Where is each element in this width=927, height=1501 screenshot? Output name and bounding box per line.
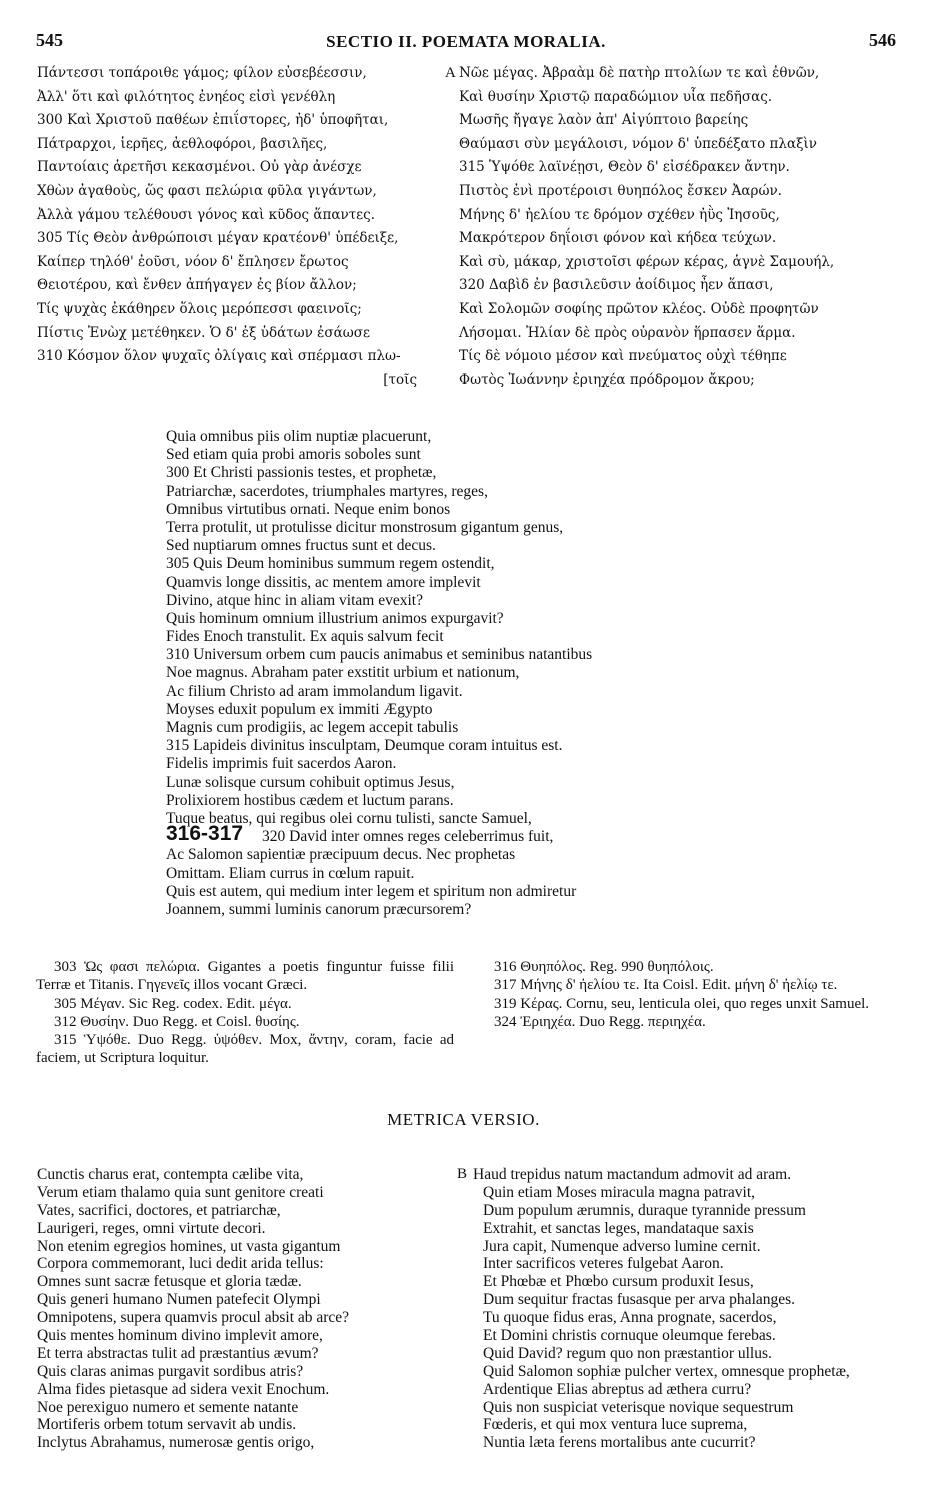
greek-line: Μήνης δ' ἠελίου τε δρόμον σχέθεν ἠῢς Ἰησοῦς, (459, 206, 780, 223)
verse-line: Dum sequitur fractas fusasque per arva phalanges. (483, 1291, 796, 1309)
verse-line: Nuntia læta ferens mortalibus ante cucurrit? (483, 1434, 756, 1452)
latin-line: Omnibus virtutibus ornati. Neque enim bonos (166, 500, 451, 518)
greek-line: 300 Καὶ Χριστοῦ παθέων ἐπιΐστορες, ἠδ' ὑποφῆται, (37, 112, 389, 129)
latin-line: Ac Salomon sapientiæ præcipuum decus. Nec prophetas (166, 846, 516, 864)
verse-line: Quid Salomon sophiæ pulcher vertex, omnesque prophetæ, (483, 1362, 850, 1380)
greek-line: Ἀλλ' ὅτι καὶ φιλότητος ἐνηέος εἰσὶ γενέθλη (37, 88, 336, 105)
greek-line: Καὶ Σολομῶν σοφίης πρῶτον κλέος. Οὐδὲ προφητῶν (459, 300, 819, 317)
greek-column-right (445, 62, 899, 392)
verse-line: Tu quoque fidus eras, Anna prognate, sacerdos, (483, 1309, 777, 1327)
greek-line: Τίς δὲ νόμοιο μέσον καὶ πνεύματος οὐχὶ τέθηπε (459, 348, 787, 365)
verse-line: Haud trepidus natum mactandum admovit ad aram. (473, 1166, 792, 1183)
verse-line: Cunctis charus erat, contempta cælibe vita, (37, 1166, 304, 1183)
latin-line: Moyses eduxit populum ex immiti Ægypto (166, 700, 433, 718)
latin-line-with-margin-number (166, 822, 786, 846)
latin-line: Fides Enoch transtulit. Ex aquis salvum fecit (166, 628, 444, 646)
column-marker-b: B (457, 1166, 468, 1182)
verse-line: Quid David? regum quo non præstantior ullus. (483, 1344, 772, 1362)
verse-line: Ardentique Elias abreptus ad æthera curru? (483, 1380, 752, 1398)
greek-column-left (37, 62, 457, 392)
latin-line: Fidelis imprimis fuit sacerdos Aaron. (166, 755, 397, 773)
footnotes-right (476, 958, 894, 1031)
verse-line: Verum etiam thalamo quia sunt genitore creati (37, 1183, 324, 1201)
greek-line: Καὶ σὺ, μάκαρ, χριστοῖσι φέρων κέρας, ἁγνὲ Σαμουήλ, (459, 253, 835, 270)
verse-line: Quin etiam Moses miracula magna patravit, (483, 1183, 756, 1201)
verse-line: Alma fides pietasque ad sidera vexit Enochum. (37, 1380, 330, 1398)
greek-line: Μωσῆς ἤγαγε λαὸν ἀπ' Αἰγύπτοιο βαρείης (459, 112, 749, 129)
verse-line: Quis mentes hominum divino implevit amore, (37, 1327, 323, 1345)
footnote: 305 Μέγαν. Sic Reg. codex. Edit. μέγα. (54, 995, 292, 1012)
footnote: 319 Κέρας. Cornu, seu, lenticula olei, quo reges unxit Samuel. (494, 995, 870, 1012)
verse-line: Corpora commemorant, luci dedit arida tellus: (37, 1255, 324, 1273)
latin-line: Patriarchæ, sacerdotes, triumphales martyres, reges, (166, 482, 488, 500)
latin-line: 310 Universum orbem cum paucis animabus et seminibus natantibus (166, 646, 593, 664)
greek-line: Ἀλλὰ γάμου τελέθουσι γόνος καὶ κῦδος ἅπαντες. (37, 206, 376, 223)
greek-line: 305 Τίς Θεὸν ἀνθρώποισι μέγαν κρατέονθ' ὑπέδειξε, (37, 230, 399, 247)
footnote: 312 Θυσίην. Duo Regg. et Coisl. θυσίης. (54, 1013, 300, 1030)
latin-line: Joannem, summi luminis canorum præcursorem? (166, 900, 472, 918)
verse-line: Dum populum ærumnis, duraque tyrannide pressum (483, 1201, 806, 1219)
verse-line: Laurigeri, reges, omni virtute decori. (37, 1219, 266, 1237)
latin-line: Noe magnus. Abraham pater exstitit urbium et nationum, (166, 664, 520, 682)
latin-line: Omittam. Eliam currus in cœlum rapuit. (166, 864, 415, 882)
greek-line-continuation: [τοῖς (383, 371, 417, 388)
column-marker-a: A (445, 65, 456, 81)
greek-line: Καὶ θυσίην Χριστῷ παραδώμιον υἷα πεδῆσας. (459, 88, 773, 105)
greek-line: Παντοίαις ἀρετῆσι κεκασμένοι. Οὐ γὰρ ἀνέσχε (37, 159, 362, 176)
greek-line: 310 Κόσμον ὅλον ψυχαῖς ὀλίγαις καὶ σπέρμασι πλω- (37, 348, 401, 365)
margin-column-number: 316-317 (166, 822, 244, 846)
latin-line: Prolixiorem hostibus cædem et luctum parans. (166, 791, 454, 809)
page-header (36, 30, 896, 56)
latin-line: 305 Quis Deum hominibus summum regem ostendit, (166, 555, 495, 573)
footnote: 316 Θυηπόλος. Reg. 990 θυηπόλοις. (494, 959, 714, 975)
greek-line: Χθὼν ἀγαθοὺς, ὥς φασι πελώρια φῦλα γιγάντων, (37, 182, 377, 199)
latin-line: Divino, atque hinc in aliam vitam evexit? (166, 591, 423, 609)
verse-line: Jura capit, Numenque adverso lumine cernit. (483, 1237, 761, 1255)
latin-line: Quis hominum omnium illustrium animos expurgavit? (166, 609, 504, 627)
page-number-left: 545 (36, 30, 63, 50)
footnote: 317 Μήνης δ' ἠελίου τε. Ita Coisl. Edit. μήνη δ' ἠελίῳ τε. (494, 977, 838, 994)
verse-line: Et terra abstractas tulit ad præstantius ævum? (37, 1344, 319, 1362)
verse-line: Omnipotens, supera quamvis procul absit ab arce? (37, 1309, 350, 1327)
latin-line: 320 David inter omnes reges celeberrimus fuit, (262, 828, 554, 846)
metrica-column-left (37, 1166, 457, 1452)
greek-line: Μακρότερον δηΐοισι φόνον καὶ κήδεα τεύχων. (459, 230, 777, 247)
greek-line: Καίπερ τηλόθ' ἐοῦσι, νόον δ' ἔπλησεν ἔρωτος (37, 253, 349, 270)
verse-line: Quis non suspiciat veterisque novique sequestrum (483, 1398, 794, 1416)
verse-line: Mortiferis orbem totum servavit ab undis. (37, 1416, 297, 1434)
latin-line: Sed etiam quia probi amoris soboles sunt (166, 446, 421, 464)
latin-line: Quis est autem, qui medium inter legem et spiritum non admiretur (166, 882, 577, 900)
greek-line: Φωτὸς Ἰωάννην ἐριηχέα πρόδρομον ἄκρου; (459, 371, 755, 388)
footnote: 324 Ἐριηχέα. Duo Regg. περιηχέα. (494, 1013, 706, 1030)
greek-line: Λήσομαι. Ἠλίαν δὲ πρὸς οὐρανὸν ἥρπασεν ἅρμα. (459, 324, 796, 341)
verse-line: Omnes sunt sacræ fetusque et gloria tædæ. (37, 1273, 302, 1291)
greek-line: 320 Δαβὶδ ἐν βασιλεῦσιν ἀοίδιμος ἦεν ἅπασι, (459, 277, 774, 294)
verse-line: Non etenim egregios homines, ut vasta gigantum (37, 1237, 341, 1255)
latin-line: 315 Lapideis divinitus insculptam, Deumque coram intuitus est. (166, 737, 563, 755)
verse-line: Noe perexiguo numero et semente natante (37, 1398, 299, 1416)
latin-line: Magnis cum prodigiis, ac legem accepit tabulis (166, 719, 459, 736)
latin-line: Sed nuptiarum omnes fructus sunt et decus. (166, 537, 436, 555)
latin-line: Ac filium Christo ad aram immolandum ligavit. (166, 682, 463, 700)
latin-line: Tuque beatus, qui regibus olei cornu tulisti, sancte Samuel, (166, 809, 532, 827)
verse-line: Extrahit, et sanctas leges, mandataque saxis (483, 1219, 754, 1237)
verse-line: Quis generi humano Numen patefecit Olympi (37, 1291, 321, 1309)
latin-line: Quamvis longe dissitis, ac mentem amore implevit (166, 573, 481, 591)
metrica-column-right (457, 1166, 903, 1452)
latin-translation (166, 428, 786, 919)
verse-line: Fœderis, et qui mox ventura luce suprema, (483, 1416, 748, 1434)
verse-line: Inclytus Abrahamus, numerosæ gentis origo, (37, 1434, 315, 1452)
greek-line: Θειοτέρου, καὶ ἔνθεν ἀπήγαγεν ἐς βίον ἄλλον; (37, 277, 357, 294)
greek-line: Πάντεσσι τοπάροιθε γάμος; φίλον εὐσεβέεσσιν, (37, 65, 367, 81)
greek-line: Πίστις Ἐνὼχ μετέθηκεν. Ὁ δ' ἐξ ὑδάτων ἐσάωσε (37, 324, 370, 341)
verse-line: Et Domini christis cornuque oleumque ferebas. (483, 1327, 776, 1345)
greek-line: Πάτραρχοι, ἱερῆες, ἀεθλοφόροι, βασιλῆες, (37, 135, 328, 152)
metrica-versio-heading: METRICA VERSIO. (387, 1110, 540, 1129)
footnotes-left (36, 958, 454, 1068)
greek-line: Πιστὸς ἐνὶ προτέροισι θυηπόλος ἔσκεν Ἀαρών. (459, 182, 782, 199)
latin-line: 300 Et Christi passionis testes, et prophetæ, (166, 464, 437, 482)
verse-line: Quis claras animas purgavit sordibus atris? (37, 1362, 304, 1380)
verse-line: Et Phœbæ et Phœbo cursum produxit Iesus, (483, 1273, 754, 1291)
latin-line: Terra protulit, ut protulisse dicitur monstrosum gigantum genus, (166, 518, 564, 536)
page-number-right: 546 (869, 30, 896, 50)
footnote: 303 Ὡς φασι πελώρια. Gigantes a poetis finguntur fuisse filii Terræ et Titanis. Γηγενεῖς illos vocant Græci. (36, 959, 454, 994)
verse-line: Inter sacrificos veteres fulgebat Aaron. (483, 1255, 724, 1273)
greek-line: Τίς ψυχὰς ἐκάθηρεν ὅλοις μερόπεσσι φαεινοῖς; (37, 300, 362, 317)
footnote: 315 Ὑψόθε. Duo Regg. ὑψόθεν. Mox, ἄντην, coram, facie ad faciem, ut Scriptura loquitur. (36, 1032, 454, 1067)
latin-line: Quia omnibus piis olim nuptiæ placuerunt, (166, 428, 432, 445)
greek-line: Θαύμασι σὺν μεγάλοισι, νόμον δ' ὑπεδέξατο πλαξὶν (459, 135, 818, 152)
verse-line: Vates, sacrifici, doctores, et patriarchæ, (37, 1201, 281, 1219)
running-title: SECTIO II. POEMATA MORALIA. (326, 32, 606, 51)
greek-line: Νῶε μέγας. Ἀβραὰμ δὲ πατὴρ πτολίων τε καὶ ἐθνῶν, (459, 65, 820, 81)
greek-line: 315 Ὑψόθε λαϊνέῃσι, Θεὸν δ' εἰσέδρακεν ἄντην. (459, 159, 790, 176)
latin-line: Lunæ solisque cursum cohibuit optimus Jesus, (166, 773, 455, 791)
